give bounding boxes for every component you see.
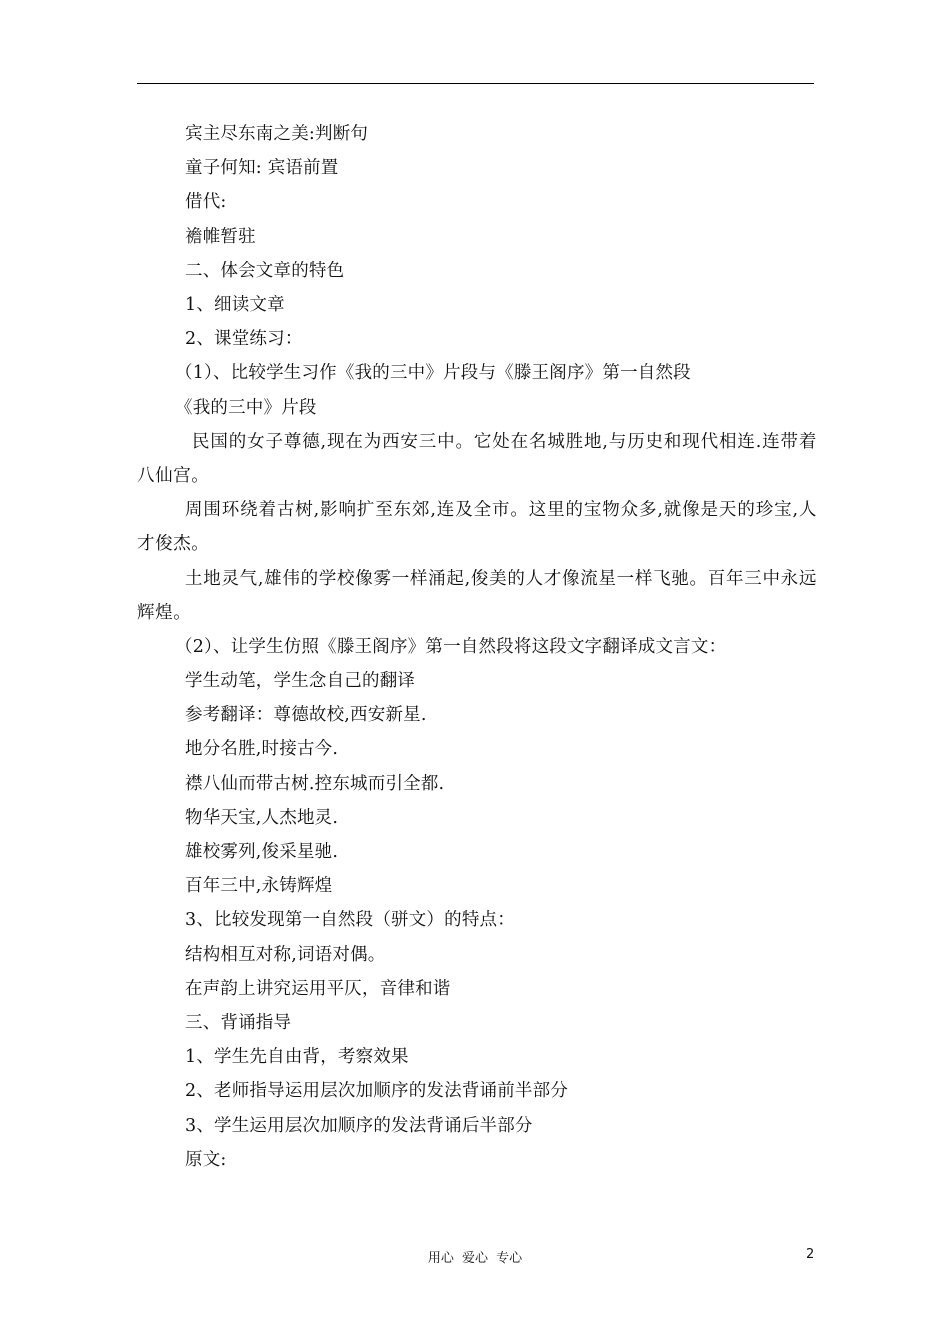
- text-line: 雄校雾列,俊采星驰.: [185, 842, 339, 863]
- text-line: 3、学生运用层次加顺序的发法背诵后半部分: [185, 1115, 533, 1136]
- text-line: 2、课堂练习：: [185, 329, 303, 350]
- text-line: 3、比较发现第一自然段（骈文）的特点：: [185, 910, 515, 931]
- paragraph: 周围环绕着古树,影响扩至东郊,连及全市。这里的宝物众多,就像是天的珍宝,人才俊杰。: [137, 500, 817, 555]
- text-line: 参考翻译：尊德故校,西安新星.: [185, 705, 427, 726]
- paragraph: 土地灵气,雄伟的学校像雾一样涌起,俊美的人才像流星一样飞驰。百年三中永远辉煌。: [137, 568, 817, 623]
- text-line: 宾主尽东南之美:判断句: [185, 124, 369, 144]
- text-line: 2、老师指导运用层次加顺序的发法背诵前半部分: [185, 1081, 569, 1102]
- section-heading: 二、体会文章的特色: [185, 260, 345, 281]
- text-line: 1、细读文章: [185, 294, 285, 315]
- document-body: [137, 117, 817, 1177]
- text-line: 1、学生先自由背，考察效果: [185, 1047, 409, 1068]
- text-line: 学生动笔，学生念自己的翻译: [185, 671, 416, 692]
- text-line: 原文:: [185, 1149, 227, 1170]
- header-rule: [137, 83, 814, 84]
- paragraph: 民国的女子尊德,现在为西安三中。它处在名城胜地,与历史和现代相连.连带着八仙宫。: [137, 431, 817, 486]
- text-line: 童子何知: 宾语前置: [185, 158, 339, 179]
- footer-text: 用心 爱心 专心: [427, 1251, 523, 1266]
- text-line: 借代:: [185, 192, 227, 213]
- text-line: 物华天宝,人杰地灵.: [185, 807, 339, 828]
- text-line: （2）、让学生仿照《滕王阁序》第一自然段将这段文字翻译成文言文：: [175, 636, 727, 657]
- section-heading: 三、背诵指导: [185, 1012, 292, 1033]
- text-line: 结构相互对称,词语对偶。: [185, 944, 386, 965]
- text-line: 襜帷暂驻: [185, 226, 256, 247]
- page-number: 2: [806, 1247, 815, 1262]
- text-line: 在声韵上讲究运用平仄，音律和谐: [185, 978, 451, 999]
- text-line: 《我的三中》片段: [175, 397, 317, 418]
- text-line: 地分名胜,时接古今.: [185, 739, 339, 760]
- text-line: 襟八仙而带古树.控东城而引全都.: [185, 773, 445, 794]
- page-footer: [0, 1247, 950, 1267]
- text-line: （1）、比较学生习作《我的三中》片段与《滕王阁序》第一自然段: [175, 363, 691, 384]
- text-line: 百年三中,永铸辉煌: [185, 876, 333, 897]
